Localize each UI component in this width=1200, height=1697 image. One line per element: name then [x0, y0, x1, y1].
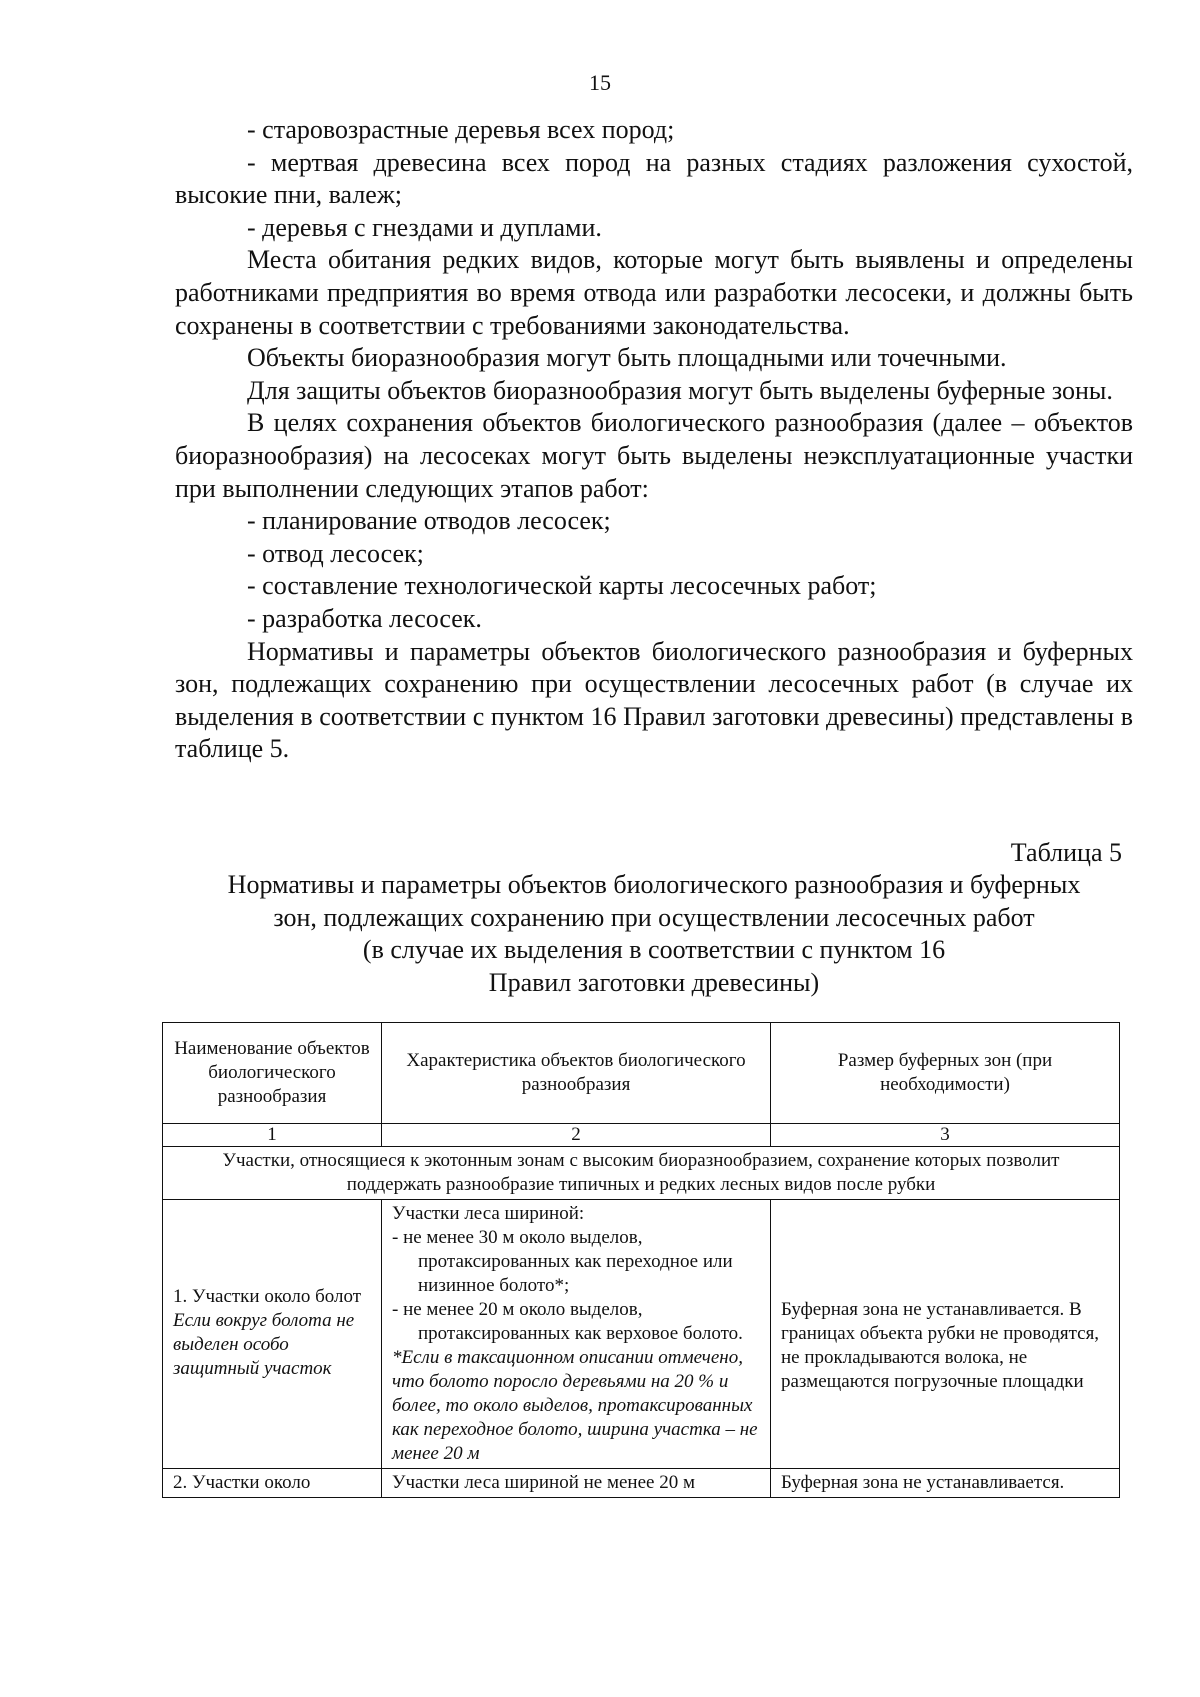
list-item-stage-harvest: - разработка лесосек.	[247, 603, 482, 633]
header-cell-characteristics: Характеристика объектов биологического разнообразия	[382, 1023, 771, 1124]
characteristics-item: - не менее 30 м около выделов, протаксированных как переходное или низинное болото*;	[392, 1227, 733, 1296]
list-item-stage-map: - составление технологической карты лесосечных работ;	[247, 571, 877, 601]
paragraph-conservation-goals: В целях сохранения объектов биологического разнообразия (далее – объектов биоразнообразия) на лесосеках могут быть выделены неэксплуатационные участки при выполнении следующих этапов работ:	[175, 408, 1133, 503]
paragraph-norms-intro: Нормативы и параметры объектов биологического разнообразия и буферных зон, подлежащих сохранению при осуществлении лесосечных работ (в случае их выделения в соответствии с пунктом 16 Правил заготовки древесины) представлены в таблице 5.	[175, 636, 1133, 764]
table-title-line: (в случае их выделения в соответствии с пунктом 16	[362, 935, 946, 965]
characteristics-item: - не менее 20 м около выделов, протаксированных как верховое болото.	[392, 1299, 743, 1344]
object-name: 1. Участки около болот	[173, 1286, 362, 1307]
section-row	[163, 1147, 1120, 1200]
list-item-stage-allotment: - отвод лесосек;	[247, 538, 424, 568]
header-cell-buffer: Размер буферных зон (при необходимости)	[771, 1023, 1120, 1124]
table-header-row	[163, 1023, 1120, 1124]
page-number: 15	[589, 70, 611, 95]
object-name-note: Если вокруг болота не выделен особо защитный участок	[173, 1310, 355, 1379]
column-number-row	[163, 1124, 1120, 1147]
row1-buffer-cell: Буферная зона не устанавливается. В границах объекта рубки не проводятся, не прокладываются волока, не размещаются погрузочные площадки	[771, 1200, 1120, 1469]
row2-name-cell: 2. Участки около	[163, 1469, 382, 1498]
row1-characteristics-cell	[382, 1200, 771, 1469]
header-cell-name: Наименование объектов биологического разнообразия	[163, 1023, 382, 1124]
table-row	[163, 1469, 1120, 1498]
list-item-dead-wood: - мертвая древесина всех пород на разных стадиях разложения сухостой, высокие пни, валеж;	[175, 147, 1133, 210]
row2-buffer-cell: Буферная зона не устанавливается.	[771, 1469, 1120, 1498]
list-item-stage-planning: - планирование отводов лесосек;	[247, 506, 611, 536]
row1-name-cell	[163, 1200, 382, 1469]
characteristics-note: *Если в таксационном описании отмечено, что болото поросло деревьями на 20 % и более, то около выделов, протаксированных как переходное болото, ширина участка – не менее 20 м	[392, 1347, 758, 1464]
column-number: 1	[163, 1124, 382, 1147]
table-title-line: зон, подлежащих сохранению при осуществлении лесосечных работ	[273, 902, 1035, 932]
body-text	[175, 114, 1133, 766]
section-heading: Участки, относящиеся к экотонным зонам с высоким биоразнообразием, сохранение которых позволит поддержать разнообразие типичных и редких лесных видов после рубки	[163, 1147, 1120, 1200]
row2-characteristics-cell: Участки леса шириной не менее 20 м	[382, 1469, 771, 1498]
paragraph-rare-species: Места обитания редких видов, которые могут быть выявлены и определены работниками предприятия во время отвода или разработки лесосеки, и должны быть сохранены в соответствии с требованиями законодательства.	[175, 245, 1133, 340]
column-number: 3	[771, 1124, 1120, 1147]
column-number: 2	[382, 1124, 771, 1147]
table-label: Таблица 5	[1010, 838, 1122, 867]
paragraph-buffer-zones: Для защиты объектов биоразнообразия могут быть выделены буферные зоны.	[247, 375, 1113, 405]
list-item-old-trees: - старовозрастные деревья всех пород;	[247, 115, 675, 144]
characteristics-intro: Участки леса шириной:	[392, 1203, 585, 1224]
table-title	[175, 869, 1133, 999]
table-title-line: Нормативы и параметры объектов биологического разнообразия и буферных	[227, 870, 1081, 899]
table-row	[163, 1200, 1120, 1469]
list-item-nests: - деревья с гнездами и дуплами.	[247, 212, 602, 242]
paragraph-objects-types: Объекты биоразнообразия могут быть площадными или точечными.	[247, 343, 1007, 373]
biodiversity-table	[162, 1022, 1120, 1498]
table-title-line: Правил заготовки древесины)	[488, 967, 820, 997]
